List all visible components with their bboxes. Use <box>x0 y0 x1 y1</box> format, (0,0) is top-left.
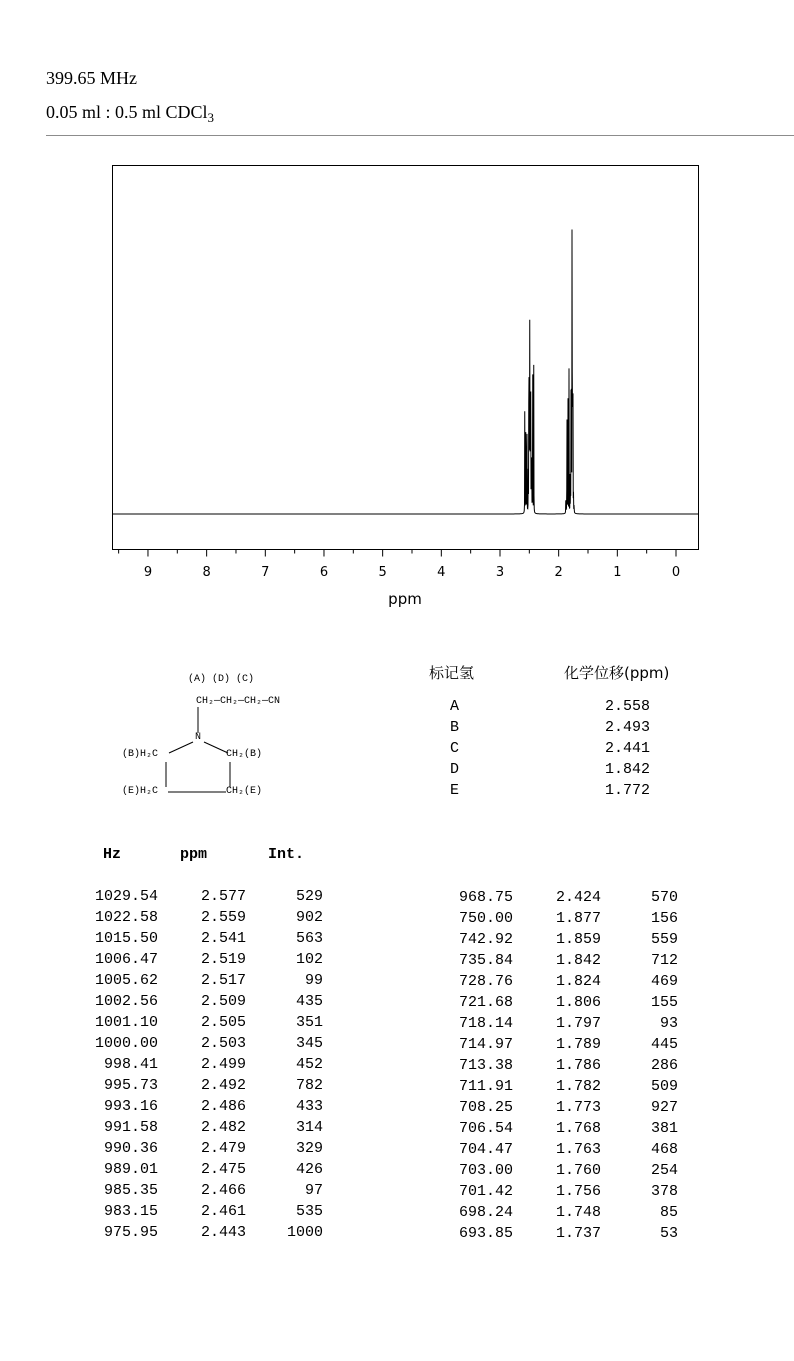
peak-int: 902 <box>295 909 323 926</box>
bond-n-left <box>169 742 193 753</box>
peak-hz: 711.91 <box>458 1078 513 1095</box>
peak-int: 435 <box>295 993 323 1010</box>
x-tick-label: 5 <box>378 565 387 580</box>
peak-hz: 693.85 <box>458 1225 513 1242</box>
peak-row <box>433 1034 678 1055</box>
structure-position-labels: (A) (D) (C) <box>188 674 255 685</box>
peak-int: 102 <box>295 951 323 968</box>
peak-int: 927 <box>650 1099 678 1116</box>
peak-int: 712 <box>650 952 678 969</box>
peak-table-right <box>433 887 678 1244</box>
peak-row <box>433 1055 678 1076</box>
peak-hz: 1006.47 <box>94 951 158 968</box>
peak-row <box>433 1139 678 1160</box>
peak-hz: 989.01 <box>103 1161 158 1178</box>
peak-row <box>78 1054 323 1075</box>
peak-row <box>433 887 678 908</box>
shift-label: E <box>450 782 460 799</box>
peak-int: 445 <box>650 1036 678 1053</box>
peak-row <box>433 1181 678 1202</box>
peak-row <box>433 950 678 971</box>
shift-label: D <box>450 761 460 778</box>
peak-hz: 701.42 <box>458 1183 513 1200</box>
peak-ppm: 2.517 <box>200 972 246 989</box>
peak-hz: 713.38 <box>458 1057 513 1074</box>
structure-left-ch2-b: (B)H₂C <box>122 749 159 760</box>
peak-hz: 1029.54 <box>94 888 158 905</box>
x-tick-label: 0 <box>671 565 681 580</box>
peak-ppm: 2.509 <box>200 993 246 1010</box>
peak-row <box>78 886 323 907</box>
shift-label: A <box>450 698 460 715</box>
peak-hz: 698.24 <box>458 1204 513 1221</box>
peak-int: 93 <box>659 1015 678 1032</box>
peak-int: 155 <box>650 994 678 1011</box>
peak-int: 563 <box>295 930 323 947</box>
peak-row <box>78 970 323 991</box>
peak-int: 286 <box>650 1057 678 1074</box>
peak-hz: 708.25 <box>458 1099 513 1116</box>
structure-nitrogen: N <box>195 732 202 743</box>
peak-hz: 975.95 <box>103 1224 158 1241</box>
peak-int: 97 <box>304 1182 323 1199</box>
peak-hz: 728.76 <box>458 973 513 990</box>
peak-row <box>78 907 323 928</box>
peak-ppm: 1.763 <box>555 1141 601 1158</box>
peak-row <box>78 1180 323 1201</box>
peak-row <box>433 1013 678 1034</box>
peak-int: 254 <box>650 1162 678 1179</box>
shift-labels <box>450 696 459 801</box>
peak-row <box>78 991 323 1012</box>
peak-ppm: 2.482 <box>200 1119 246 1136</box>
peak-hz: 706.54 <box>458 1120 513 1137</box>
shift-value: 1.772 <box>605 782 651 799</box>
shift-values <box>605 696 650 801</box>
bond-n-right <box>204 742 228 753</box>
peak-int: 509 <box>650 1078 678 1095</box>
peak-ppm: 1.877 <box>555 910 601 927</box>
peak-ppm: 1.789 <box>555 1036 601 1053</box>
x-tick-label: 3 <box>495 565 505 580</box>
peak-hz: 1000.00 <box>94 1035 158 1052</box>
peak-int: 529 <box>295 888 323 905</box>
peak-hz: 721.68 <box>458 994 513 1011</box>
peak-hz: 983.15 <box>103 1203 158 1220</box>
peak-hz: 750.00 <box>458 910 513 927</box>
peak-ppm: 2.499 <box>200 1056 246 1073</box>
structure-left-ch2-e: (E)H₂C <box>122 786 159 797</box>
peak-hz: 1002.56 <box>94 993 158 1010</box>
peak-row <box>78 1075 323 1096</box>
peak-ppm: 2.577 <box>200 888 246 905</box>
peak-row <box>433 1097 678 1118</box>
peak-hz: 1022.58 <box>94 909 158 926</box>
peak-ppm: 1.797 <box>555 1015 601 1032</box>
peak-hz: 704.47 <box>458 1141 513 1158</box>
peak-ppm: 1.756 <box>555 1183 601 1200</box>
peak-ppm: 1.859 <box>555 931 601 948</box>
peak-hz: 991.58 <box>103 1119 158 1136</box>
peak-int: 426 <box>295 1161 323 1178</box>
peak-row <box>433 1202 678 1223</box>
peak-row <box>433 992 678 1013</box>
peak-hz: 703.00 <box>458 1162 513 1179</box>
peak-header-int: Int. <box>268 846 305 863</box>
peak-hz: 1001.10 <box>94 1014 158 1031</box>
peak-int: 329 <box>295 1140 323 1157</box>
peak-table-left <box>78 886 323 1243</box>
peak-ppm: 2.492 <box>200 1077 246 1094</box>
peak-ppm: 1.806 <box>555 994 601 1011</box>
peak-ppm: 1.737 <box>555 1225 601 1242</box>
peak-ppm: 2.503 <box>200 1035 246 1052</box>
peak-int: 452 <box>295 1056 323 1073</box>
peak-int: 782 <box>295 1077 323 1094</box>
peak-hz: 968.75 <box>458 889 513 906</box>
peak-row <box>78 1222 323 1243</box>
peak-ppm: 1.768 <box>555 1120 601 1137</box>
peak-row <box>78 928 323 949</box>
shift-label: C <box>450 740 460 757</box>
peak-int: 53 <box>659 1225 678 1242</box>
peak-hz: 742.92 <box>458 931 513 948</box>
peak-ppm: 1.773 <box>555 1099 601 1116</box>
peak-ppm: 2.519 <box>200 951 246 968</box>
peak-row <box>78 1033 323 1054</box>
peak-int: 1000 <box>286 1224 323 1241</box>
peak-ppm: 2.541 <box>200 930 246 947</box>
shift-value: 1.842 <box>605 761 651 778</box>
shift-value: 2.493 <box>605 719 651 736</box>
peak-ppm: 1.748 <box>555 1204 601 1221</box>
peak-hz: 998.41 <box>103 1056 158 1073</box>
peak-int: 433 <box>295 1098 323 1115</box>
peak-hz: 714.97 <box>458 1036 513 1053</box>
peak-row <box>78 1117 323 1138</box>
peak-int: 559 <box>650 931 678 948</box>
peak-row <box>78 1159 323 1180</box>
peak-int: 570 <box>650 889 678 906</box>
label-header: 标记氢 <box>429 664 475 682</box>
solvent-subscript: 3 <box>207 110 215 125</box>
peak-ppm: 1.842 <box>555 952 601 969</box>
peak-row <box>78 949 323 970</box>
peak-int: 156 <box>650 910 678 927</box>
x-axis-label: ppm <box>388 590 422 608</box>
x-tick-label: 4 <box>437 565 446 580</box>
peak-int: 345 <box>295 1035 323 1052</box>
peak-hz: 990.36 <box>103 1140 158 1157</box>
peak-row <box>78 1096 323 1117</box>
peak-ppm: 2.559 <box>200 909 246 926</box>
peak-ppm: 2.486 <box>200 1098 246 1115</box>
x-tick-label: 2 <box>554 565 563 580</box>
peak-int: 99 <box>304 972 323 989</box>
peak-header-ppm: ppm <box>180 846 208 863</box>
peak-ppm: 2.505 <box>200 1014 246 1031</box>
spectrometer-frequency: 399.65 MHz <box>46 68 137 88</box>
peak-row <box>433 929 678 950</box>
peak-ppm: 1.824 <box>555 973 601 990</box>
structure-right-ch2-b: CH₂(B) <box>226 749 263 760</box>
peak-row <box>433 1160 678 1181</box>
peak-hz: 735.84 <box>458 952 513 969</box>
peak-int: 314 <box>295 1119 323 1136</box>
x-tick-label: 6 <box>319 565 329 580</box>
shift-label: B <box>450 719 460 736</box>
shift-value: 2.441 <box>605 740 651 757</box>
peak-row <box>433 971 678 992</box>
peak-int: 469 <box>650 973 678 990</box>
peak-hz: 985.35 <box>103 1182 158 1199</box>
peak-row <box>433 1118 678 1139</box>
x-tick-label: 1 <box>613 565 622 580</box>
peak-hz: 1015.50 <box>94 930 158 947</box>
peak-row <box>433 1076 678 1097</box>
peak-int: 381 <box>650 1120 678 1137</box>
peak-ppm: 2.466 <box>200 1182 246 1199</box>
peak-hz: 995.73 <box>103 1077 158 1094</box>
peak-int: 85 <box>659 1204 678 1221</box>
shift-value: 2.558 <box>605 698 651 715</box>
structure-right-ch2-e: CH₂(E) <box>226 786 263 797</box>
peak-int: 378 <box>650 1183 678 1200</box>
peak-row <box>433 908 678 929</box>
peak-ppm: 2.461 <box>200 1203 246 1220</box>
peak-ppm: 2.475 <box>200 1161 246 1178</box>
peak-row <box>433 1223 678 1244</box>
peak-hz: 993.16 <box>103 1098 158 1115</box>
x-tick-label: 9 <box>143 565 153 580</box>
peak-ppm: 1.786 <box>555 1057 601 1074</box>
peak-ppm: 2.443 <box>200 1224 246 1241</box>
solvent-text: 0.05 ml : 0.5 ml CDCl <box>46 102 208 122</box>
peak-header-hz: Hz <box>103 846 122 863</box>
peak-ppm: 1.782 <box>555 1078 601 1095</box>
x-tick-label: 7 <box>261 565 270 580</box>
peak-ppm: 2.479 <box>200 1140 246 1157</box>
peak-row <box>78 1138 323 1159</box>
x-tick-label: 8 <box>202 565 211 580</box>
peak-hz: 718.14 <box>458 1015 513 1032</box>
peak-ppm: 1.760 <box>555 1162 601 1179</box>
peak-hz: 1005.62 <box>94 972 158 989</box>
peak-row <box>78 1201 323 1222</box>
peak-row <box>78 1012 323 1033</box>
structure-chain: CH₂—CH₂—CH₂—CN <box>196 696 281 707</box>
peak-int: 351 <box>295 1014 323 1031</box>
peak-int: 468 <box>650 1141 678 1158</box>
peak-ppm: 2.424 <box>555 889 601 906</box>
peak-int: 535 <box>295 1203 323 1220</box>
shift-header: 化学位移(ppm) <box>564 664 670 682</box>
